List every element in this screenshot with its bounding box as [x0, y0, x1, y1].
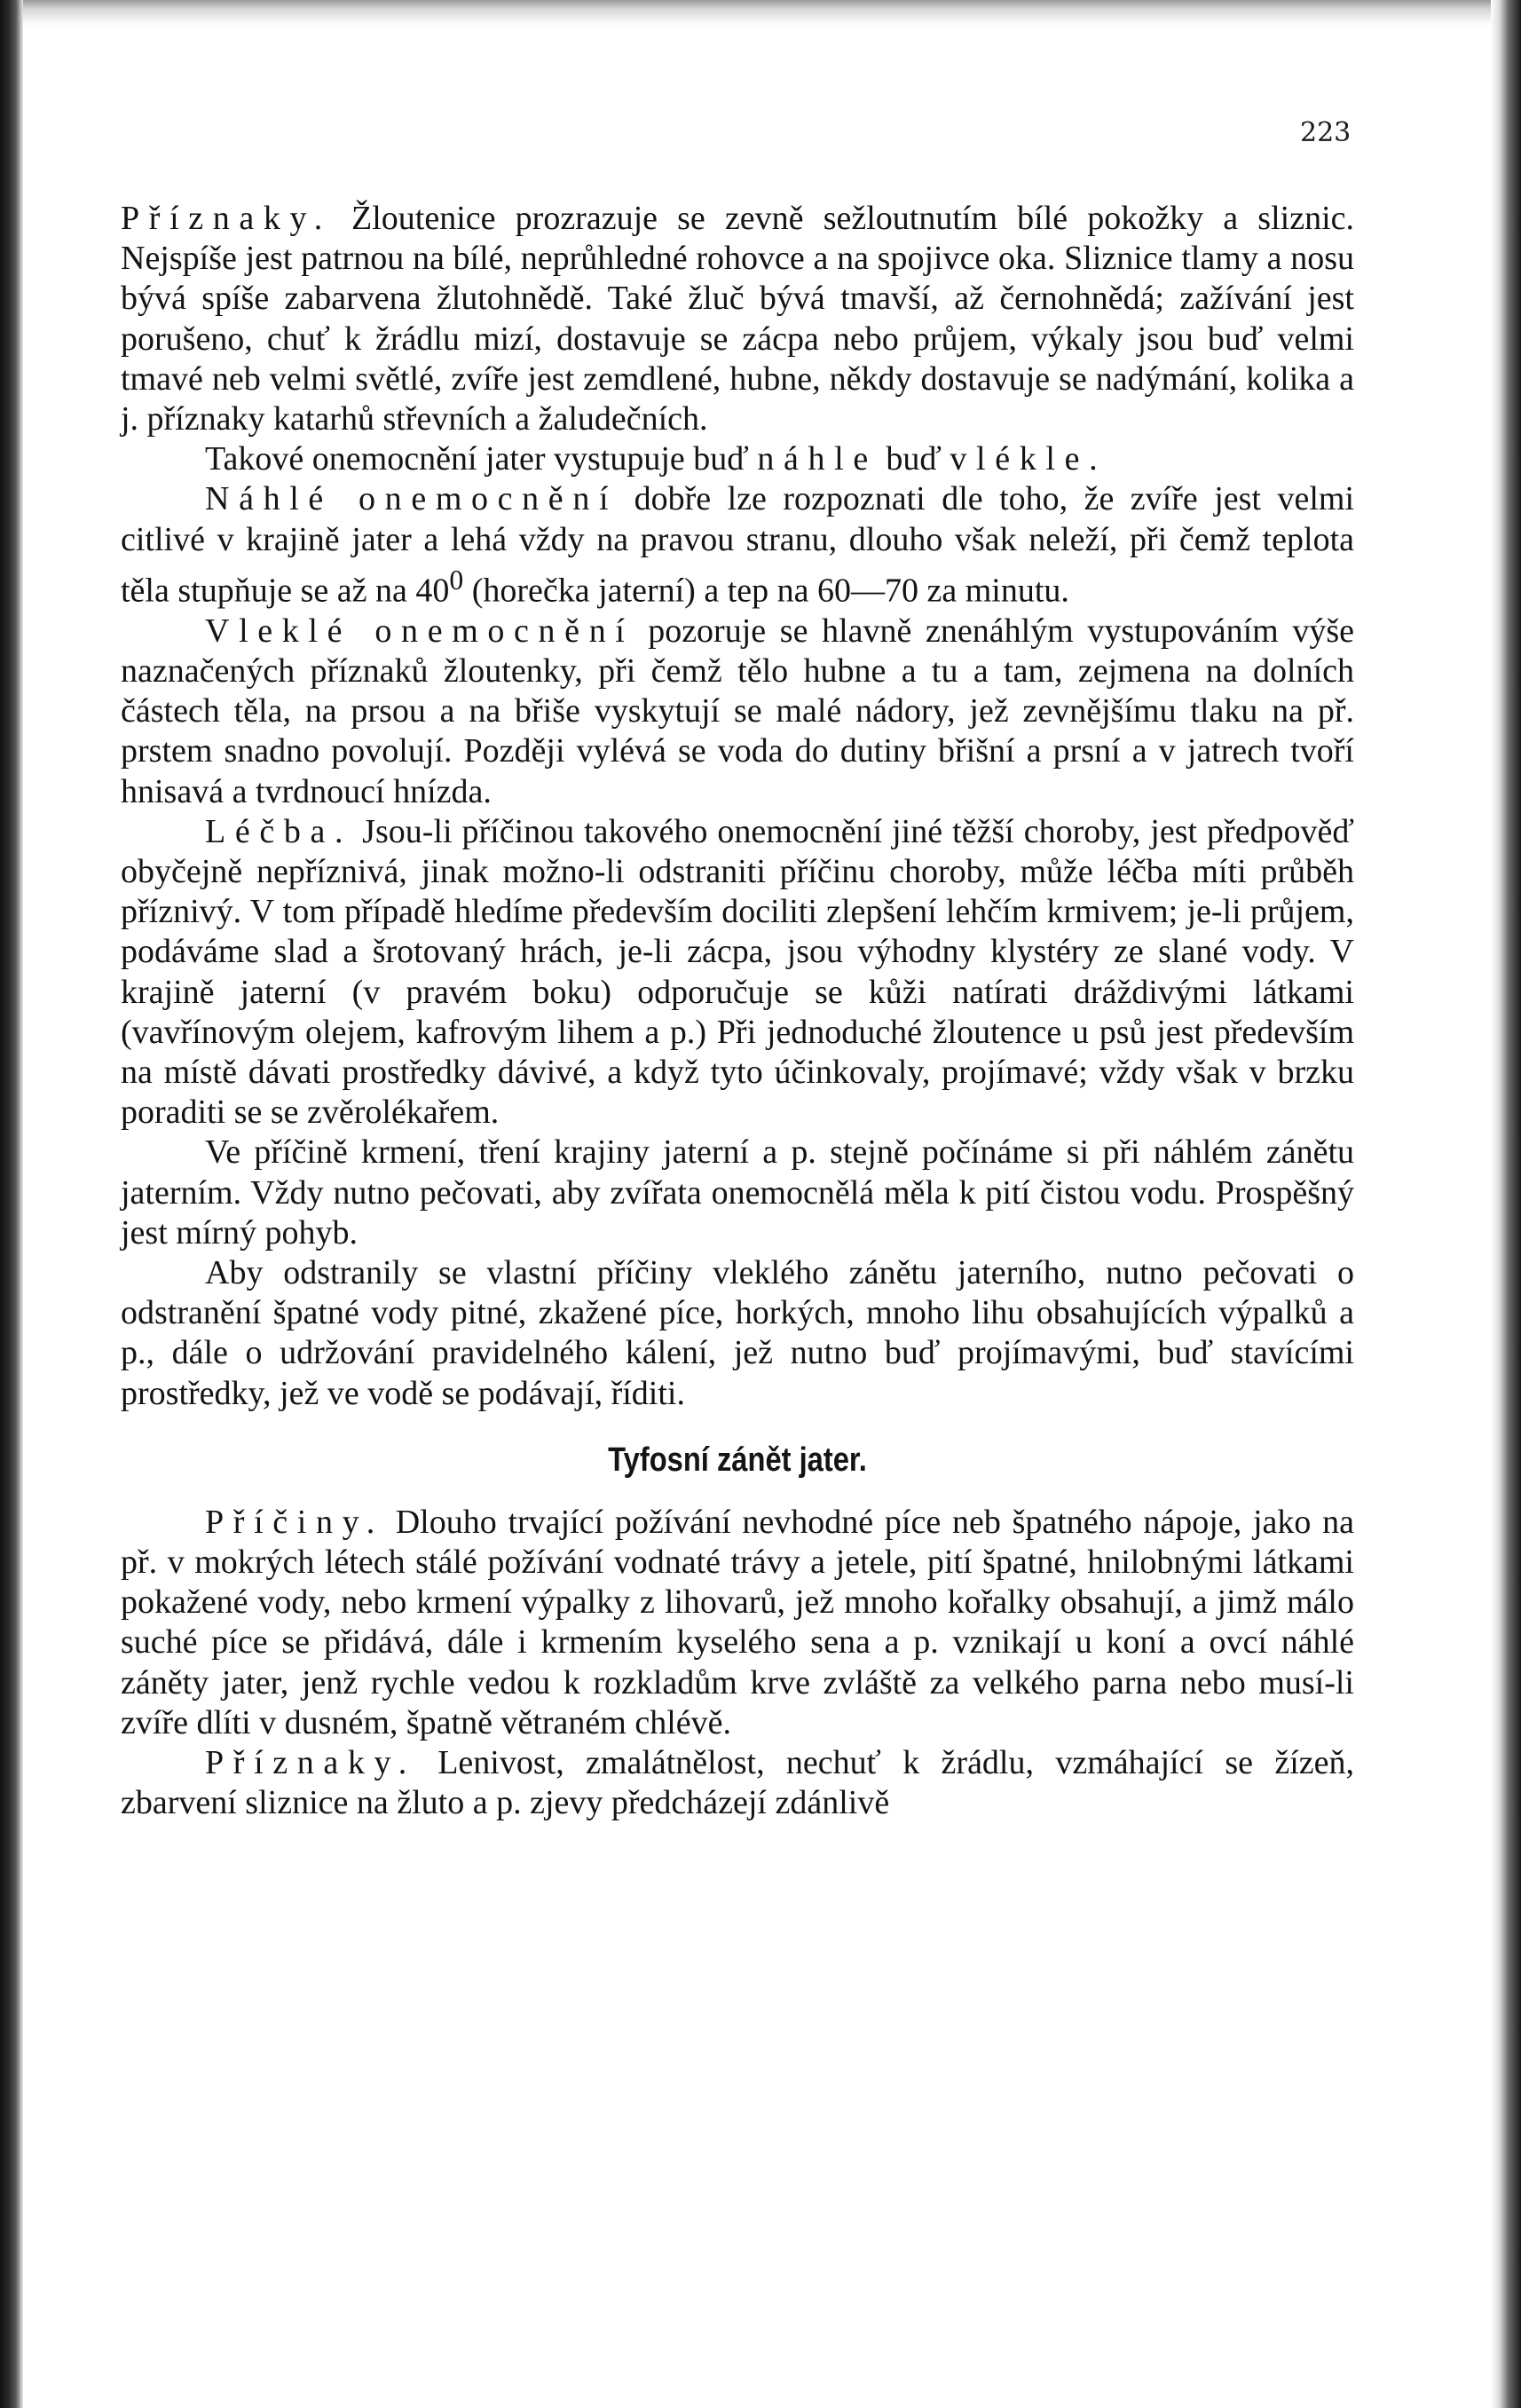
paragraph-text: Takové onemocnění jater vystupuje buď — [205, 440, 749, 478]
paragraph-text: dobře lze rozpoznati dle toho, že zvíře jest velmi citlivé v krajině jater a lehá vždy na pravou stranu, dlouho však neleží, při čemž teplota těla stupňuje se až na 40 — [121, 480, 1354, 610]
section-heading: Tyfosní zánět jater. — [608, 1441, 867, 1479]
paragraph-text: Jsou-li příčinou takového onemocnění jiné těžší choroby, jest předpověď obyčejně nepříznivá, jinak možno-li odstraniti příčinu choroby, může léčba míti průběh příznivý. V tom případě hledíme především dociliti zlepšení lehčím krmivem; je-li průjem, podáváme slad a šrotovaný hrách, je-li zácpa, jsou výhodny klystéry ze slané vody. V krajině jaterní (v pravém boku) odporučuje se kůži natírati dráždivými látkami (vavřínovým olejem, kafrovým lihem a p.) Při jednoduché žloutence u psů jest především na místě dávati prostředky dávivé, a když tyto účinkovaly, projímavé; vždy však v brzku poraditi se se zvěrolékařem. — [121, 812, 1354, 1132]
paragraph-text: Lenivost, zmalátnělost, nechuť k žrádlu, vzmáhající se žízeň, zbarvení sliznice na žluto a p. zjevy předcházejí zdánlivě — [121, 1743, 1354, 1822]
paragraph-text: buď — [886, 440, 942, 478]
spaced-term: náhle — [757, 440, 878, 478]
paragraph-text: Dlouho trvající požívání nevhodné píce neb špatného nápoje, jako na př. v mokrých létech stálé požívání vodnaté trávy a jetele, pití špatné, hnilobnými látkami pokažené vody, nebo krmení výpalky z lihovarů, jež mnoho kořalky obsahují, a jimž málo suché píce se přidává, dále i krmením kyselého sena a p. vznikají u koní a ovcí náhlé záněty jater, jenž rychle vedou k rozkladům krve zvláště za velkého parna nebo musí-li zvíře dlíti v dusném, špatně větraném chlévě. — [121, 1503, 1355, 1741]
paragraph-acute — [121, 479, 1354, 611]
paragraph-text: (horečka jaterní) a tep na 60—70 za minutu. — [471, 572, 1069, 610]
lead-term: Léčba. — [205, 812, 353, 850]
lead-term: Příčiny. — [205, 1503, 384, 1541]
spaced-term: vlékle. — [950, 440, 1107, 478]
page-edge-shadow — [1491, 0, 1521, 2408]
paragraph-typhoid-symptoms — [121, 1743, 1354, 1823]
paragraph-onset-types — [121, 439, 1354, 479]
lead-term: Příznaky. — [205, 1743, 416, 1781]
paragraph-typhoid-causes — [121, 1503, 1354, 1743]
paragraph-chronic — [121, 612, 1354, 812]
paragraph-feeding: Ve příčině krmení, tření krajiny jaterní a p. stejně počínáme si při náhlém zánětu jaterním. Vždy nutno pečovati, aby zvířata onemocnělá měla k pití čistou vodu. Prospěšný jest mírný pohyb. — [121, 1133, 1354, 1251]
paragraph-text: Žloutenice prozrazuje se zevně sežloutnutím bílé pokožky a sliznic. Nejspíše jest patrnou na bílé, neprůhledné rohovce a na spojivce oka. Sliznice tlamy a nosu bývá spíše zabarvena žlutohnědě. Také žluč bývá tmavší, až černohnědá; zažívání jest porušeno, chuť k žrádlu mizí, dostavuje se zácpa nebo průjem, výkaly jsou buď velmi tmavé neb velmi světlé, zvíře jest zemdlené, hubne, někdy dostavuje se nadýmání, kolika a j. příznaky katarhů střevních a žaludečních. — [121, 200, 1354, 438]
paragraph-text: pozoruje se hlavně znenáhlým vystupováním výše naznačených příznaků žloutenky, při čemž tělo hubne a tu a tam, zejmena na dolních částech těla, na prsou a na břiše vyskytují se malé nádory, jež zevnějšímu tlaku na př. prstem snadno povolují. Později vylévá se voda do dutiny břišní a prsní a v jatrech tvoří hnisavá a tvrdnoucí hnízda. — [121, 612, 1354, 810]
paragraph-causes-removal: Aby odstranily se vlastní příčiny vleklého zánětu jaterního, nutno pečovati o odstranění špatné vody pitné, zkažené píce, horkých, mnoho lihu obsahujících výpalků a p., dále o udržování pravidelného kálení, jež nutno buď projímavými, buď stavícími prostředky, jež ve vodě se podávají, říditi. — [121, 1253, 1354, 1412]
lead-term: Vleklé onemocnění — [205, 612, 634, 650]
paragraph-symptoms — [121, 199, 1354, 439]
page-top-shadow — [23, 0, 1491, 27]
paragraph-treatment — [121, 812, 1354, 1133]
page-number: 223 — [1300, 117, 1352, 148]
lead-term: Příznaky. — [121, 200, 332, 237]
page-body — [121, 199, 1354, 1823]
degree-superscript: 0 — [449, 564, 464, 596]
lead-term: Náhlé onemocnění — [205, 480, 619, 518]
book-gutter-shadow — [0, 0, 23, 2408]
